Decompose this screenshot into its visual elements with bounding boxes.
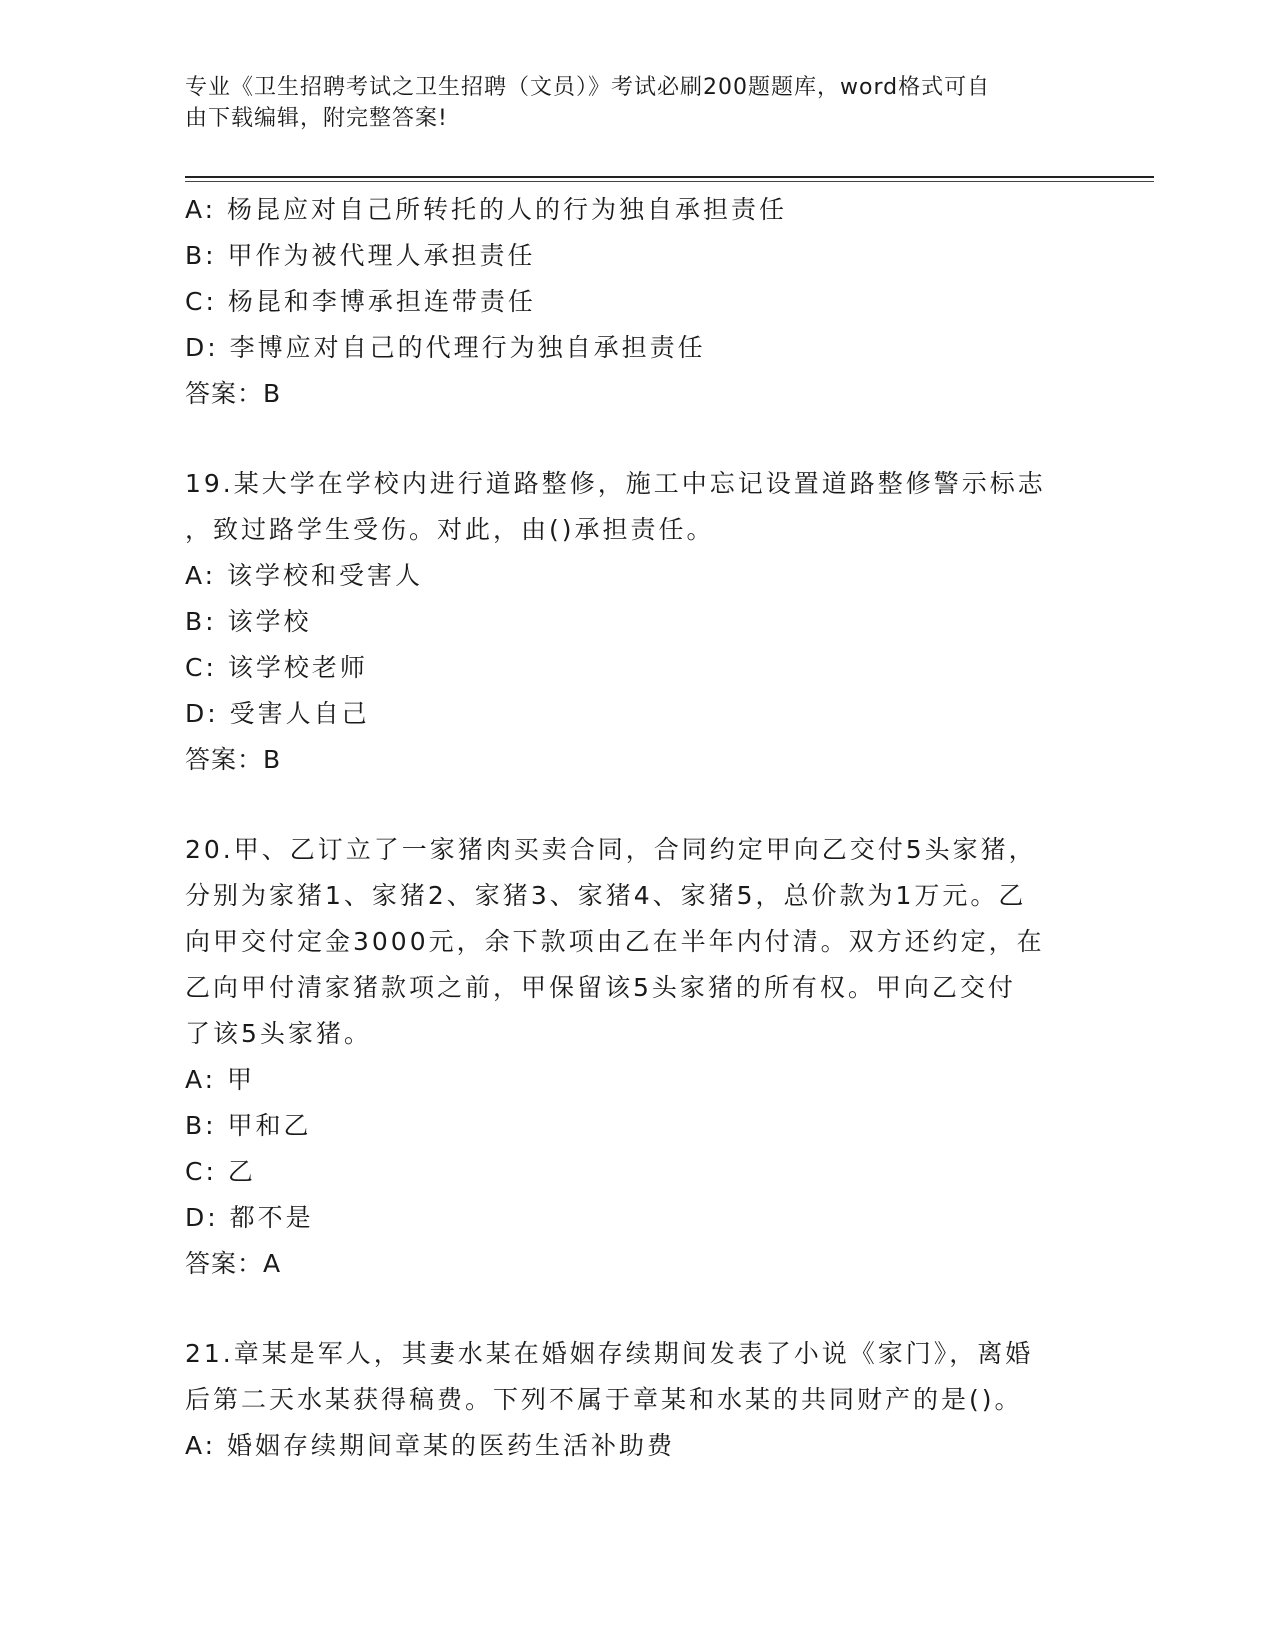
question-21 <box>185 1331 1085 1469</box>
question-text: 分别为家猪1、家猪2、家猪3、家猪4、家猪5，总价款为1万元。乙 <box>185 881 1027 910</box>
question-text: 向甲交付定金3000元，余下款项由乙在半年内付清。双方还约定，在 <box>185 927 1045 956</box>
option-b: B: 甲和乙 <box>185 1111 312 1140</box>
question-19 <box>185 461 1085 783</box>
header-line-2: 由下载编辑，附完整答案! <box>185 106 448 131</box>
question-text: ，致过路学生受伤。对此，由()承担责任。 <box>185 515 715 544</box>
answer: 答案：A <box>185 1249 282 1278</box>
document-header <box>185 72 1065 134</box>
option-c: C: 该学校老师 <box>185 653 368 682</box>
spacer <box>185 783 1085 827</box>
option-d: D: 受害人自己 <box>185 699 370 728</box>
header-divider-thick <box>185 176 1154 178</box>
option-b: B: 该学校 <box>185 607 312 636</box>
option-c: C: 乙 <box>185 1157 256 1186</box>
question-text: 了该5头家猪。 <box>185 1019 372 1048</box>
question-text: 乙向甲付清家猪款项之前，甲保留该5头家猪的所有权。甲向乙交付 <box>185 973 1016 1002</box>
header-divider-thin <box>185 181 1154 182</box>
answer: 答案：B <box>185 745 282 774</box>
option-d: D: 都不是 <box>185 1203 314 1232</box>
question-list <box>185 187 1085 1469</box>
question-text: 后第二天水某获得稿费。下列不属于章某和水某的共同财产的是()。 <box>185 1385 1023 1414</box>
spacer <box>185 1287 1085 1331</box>
option-a: A: 婚姻存续期间章某的医药生活补助费 <box>185 1431 676 1460</box>
option-b: B: 甲作为被代理人承担责任 <box>185 241 536 270</box>
option-a: A: 杨昆应对自己所转托的人的行为独自承担责任 <box>185 195 788 224</box>
header-line-1: 专业《卫生招聘考试之卫生招聘（文员）》考试必刷200题题库，word格式可自 <box>185 75 991 100</box>
answer: 答案：B <box>185 379 282 408</box>
question-text: 21.章某是军人，其妻水某在婚姻存续期间发表了小说《家门》，离婚 <box>185 1339 1034 1368</box>
spacer <box>185 417 1085 461</box>
option-d: D: 李博应对自己的代理行为独自承担责任 <box>185 333 706 362</box>
option-c: C: 杨昆和李博承担连带责任 <box>185 287 536 316</box>
option-a: A: 甲 <box>185 1065 256 1094</box>
question-text: 19.某大学在学校内进行道路整修，施工中忘记设置道路整修警示标志 <box>185 469 1046 498</box>
question-text: 20.甲、乙订立了一家猪肉买卖合同，合同约定甲向乙交付5头家猪， <box>185 835 1037 864</box>
question-20 <box>185 827 1085 1287</box>
question-18 <box>185 187 1085 417</box>
option-a: A: 该学校和受害人 <box>185 561 424 590</box>
